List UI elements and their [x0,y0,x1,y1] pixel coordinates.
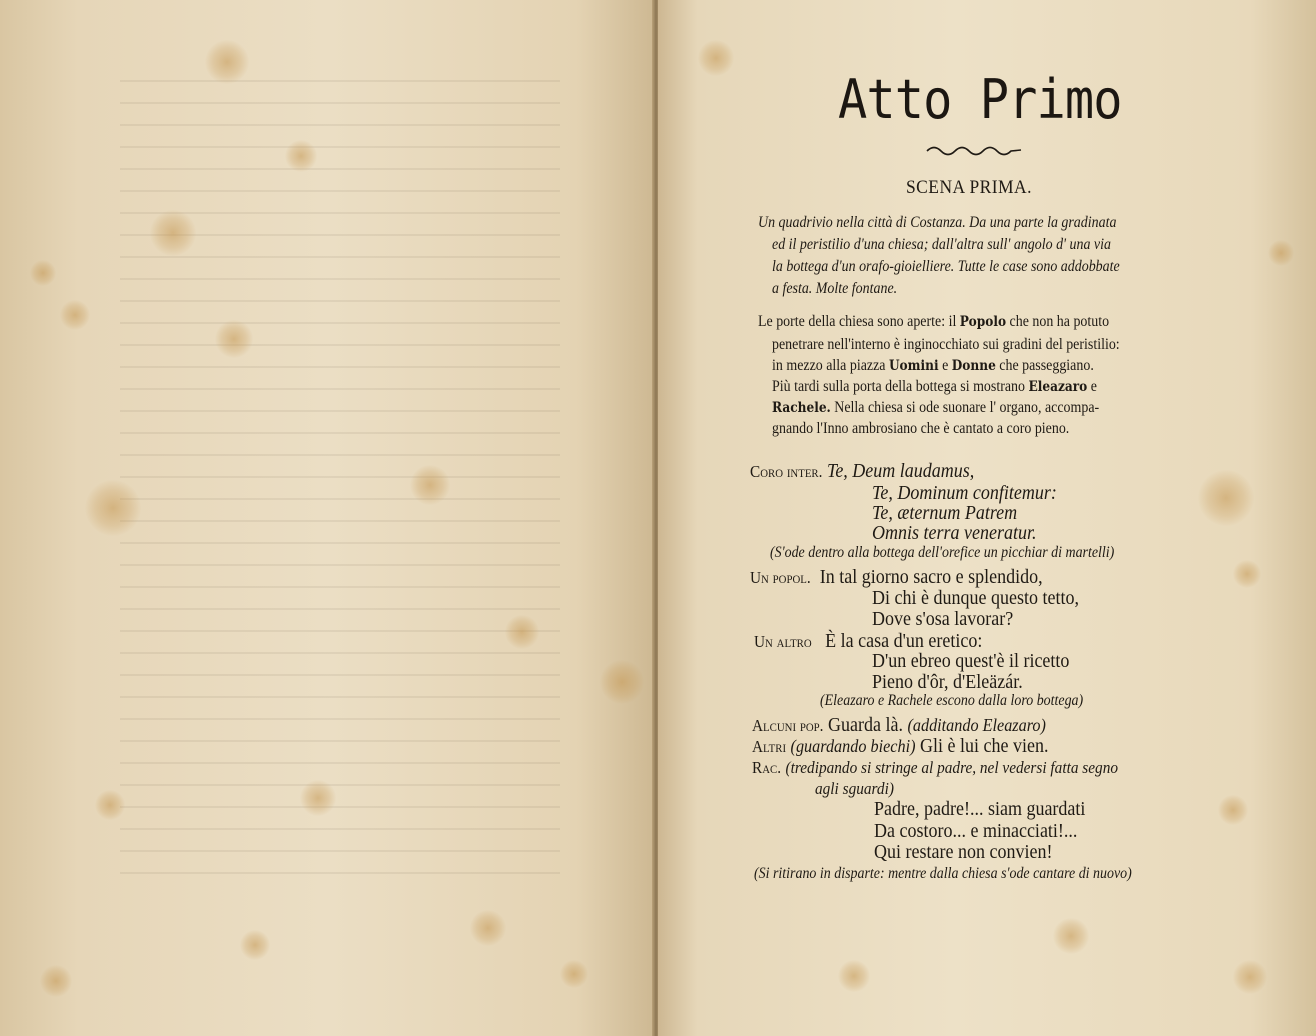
verse-text: In tal giorno sacro e splendido, [819,566,1043,588]
inline-direction: (guardando biechi) [790,736,916,756]
verse-line: Pieno d'ôr, d'Eleäzár. [872,671,1023,693]
direction-text: che passeggiano. [995,357,1094,374]
foxing-spot [40,965,72,997]
direction-text: Nella chiesa si ode suonare l' organo, accompa- [830,399,1100,416]
verse-line: Da costoro... e minacciati!... [874,820,1078,842]
inline-direction: agli sguardi) [815,779,894,798]
setting-line: la bottega d'un orafo-gioielliere. Tutte le case sono addobbate [772,258,1120,275]
foxing-spot [470,910,506,946]
foxing-spot [698,40,734,76]
character-name: Popolo [959,314,1007,330]
stage-direction-line [772,357,1094,375]
direction-text: e [1087,378,1097,395]
character-name: Uomini [888,358,939,374]
verse-line: Qui restare non convien! [874,841,1053,863]
foxing-spot [1198,470,1254,526]
character-name: Donne [951,358,996,374]
verse-line: D'un ebreo quest'è il ricetto [872,650,1070,672]
verse-text: Te, Dominum confitemur: [872,482,1057,504]
foxing-spot [30,260,56,286]
foxing-spot [1233,960,1267,994]
speaker-name: Coro inter. [750,462,823,481]
foxing-spot [205,40,249,84]
direction-text: Le porte della chiesa sono aperte: il [758,313,960,330]
verse-text: Te, Deum laudamus, [826,460,975,482]
inline-direction: (tredipando si stringe al padre, nel vedersi fatta segno [785,758,1119,777]
foxing-spot [560,960,588,988]
ornamental-swash [925,143,1023,159]
foxing-spot [1233,560,1261,588]
verse-line: Di chi è dunque questo tetto, [872,587,1079,609]
stage-direction-line [758,313,1109,331]
character-name: Rachele. [772,400,831,416]
verse-text: Te, æternum Patrem [872,502,1018,524]
stage-direction-line: gnando l'Inno ambrosiano che è cantato a coro pieno. [772,420,1070,437]
verse-line [752,735,1048,758]
verse-line [750,460,974,483]
speaker-name: Un altro [754,632,812,651]
bleed-through-text [120,80,560,880]
direction-text: e [938,357,952,374]
direction-text: Più tardi sulla porta della bottega si mostrano [772,378,1029,395]
act-title: Atto Primo [838,68,1122,131]
setting-line: ed il peristilio d'una chiesa; dall'altra sull' angolo d' una via [772,236,1111,253]
speaker-name: Alcuni pop. [752,716,824,735]
verse-line [752,714,1046,737]
foxing-spot [838,960,870,992]
speaker-name: Altri [752,737,787,756]
stage-direction: (S'ode dentro alla bottega dell'orefice un picchiar di martelli) [770,544,1115,561]
foxing-spot [60,300,90,330]
character-name: Eleazaro [1028,379,1088,395]
verse-text: Omnis terra veneratur. [872,522,1037,544]
speaker-name: Un popol. [750,568,811,587]
verse-line: Padre, padre!... siam guardati [874,798,1086,820]
verse-line [872,522,1036,545]
setting-line: Un quadrivio nella città di Costanza. Da una parte la gradinata [758,214,1117,231]
foxing-spot [1053,918,1089,954]
direction-text: che non ha potuto [1006,313,1110,330]
foxing-spot [600,660,644,704]
scene-heading: SCENA PRIMA. [906,177,1032,198]
inline-direction: (additando Eleazaro) [907,715,1046,735]
speaker-name: Rac. [752,758,782,777]
stage-direction: (Eleazaro e Rachele escono dalla loro bottega) [820,692,1084,709]
setting-line: a festa. Molte fontane. [772,280,898,297]
foxing-spot [1218,795,1248,825]
verse-text: È la casa d'un eretico: [825,630,983,652]
verse-line [750,566,1043,589]
stage-direction-line [772,378,1097,396]
stage-direction: (Si ritirano in disparte: mentre dalla chiesa s'ode cantare di nuovo) [754,865,1132,882]
direction-text: in mezzo alla piazza [772,357,889,374]
verse-line: Dove s'osa lavorar? [872,608,1014,630]
verse-text: Gli è lui che vien. [919,735,1049,757]
left-page [0,0,655,1036]
stage-direction-line: penetrare nell'interno è inginocchiato sui gradini del peristilio: [772,336,1120,353]
verse-line [752,756,1118,779]
verse-text: Guarda là. [828,714,903,736]
stage-direction-line [772,399,1099,417]
foxing-spot [240,930,270,960]
foxing-spot [1268,240,1294,266]
verse-line [815,777,894,800]
